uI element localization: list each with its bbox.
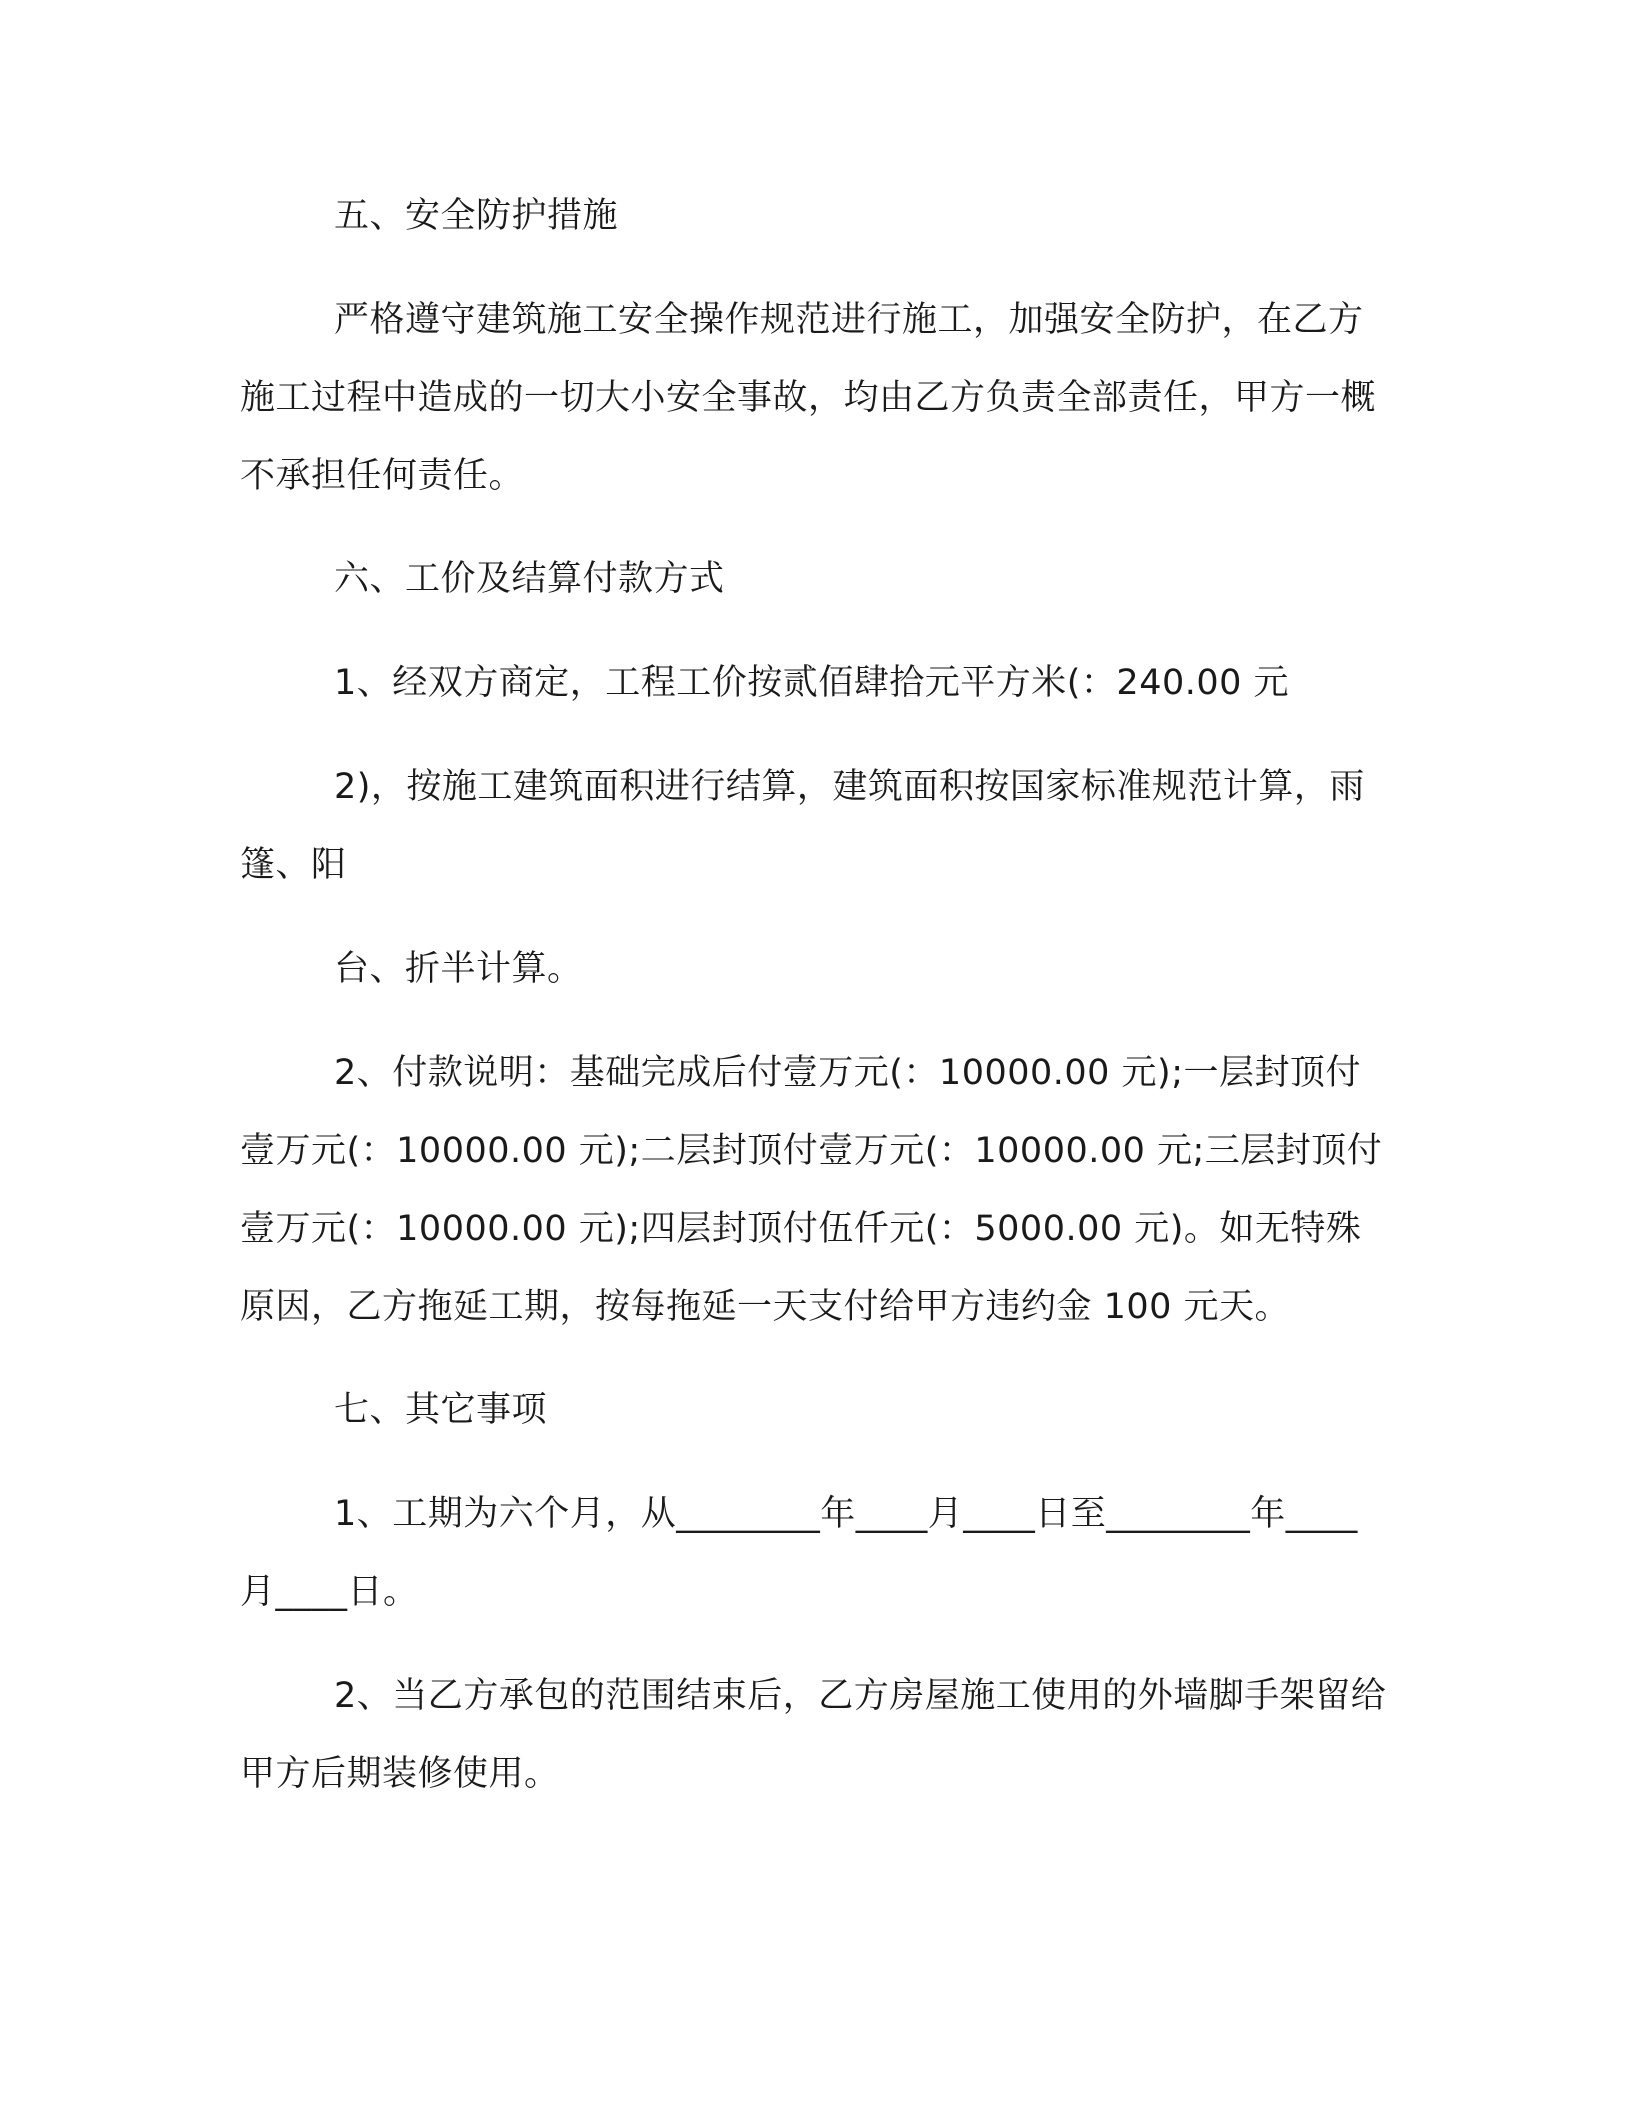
section-7-heading: 七、其它事项 <box>334 1390 548 1430</box>
section-5-paragraph: 严格遵守建筑施工安全操作规范进行施工，加强安全防护，在乙方施工过程中造成的一切大小安全事故，均由乙方负责全部责任，甲方一概不承担任何责任。 <box>240 300 1377 496</box>
section-5-heading: 五、安全防护措施 <box>334 196 619 236</box>
section-6-heading: 六、工价及结算付款方式 <box>334 559 725 599</box>
section-6-item-1-continued-2: 台、折半计算。 <box>334 949 583 989</box>
section-6-item-2: 2、付款说明：基础完成后付壹万元(：10000.00 元);一层封顶付壹万元(：10000.00 元);二层封顶付壹万元(：10000.00 元;三层封顶付壹万元(：10000.00 元);四层封顶付伍仟元(：5000.00 元)。如无特殊原因，乙方拖延工期，按每拖延一天支付给甲方违约金 100 元天。 <box>240 1053 1383 1327</box>
section-7-item-1: 1、工期为六个月，从________年____月____日至________年____月____日。 <box>240 1494 1358 1612</box>
section-6-item-1-continued: 2)，按施工建筑面积进行结算，建筑面积按国家标准规范计算，雨篷、阳 <box>240 767 1365 885</box>
section-6-item-1: 1、经双方商定，工程工价按贰佰肆拾元平方米(：240.00 元 <box>334 663 1290 703</box>
section-7-item-2: 2、当乙方承包的范围结束后，乙方房屋施工使用的外墙脚手架留给甲方后期装修使用。 <box>240 1676 1387 1794</box>
